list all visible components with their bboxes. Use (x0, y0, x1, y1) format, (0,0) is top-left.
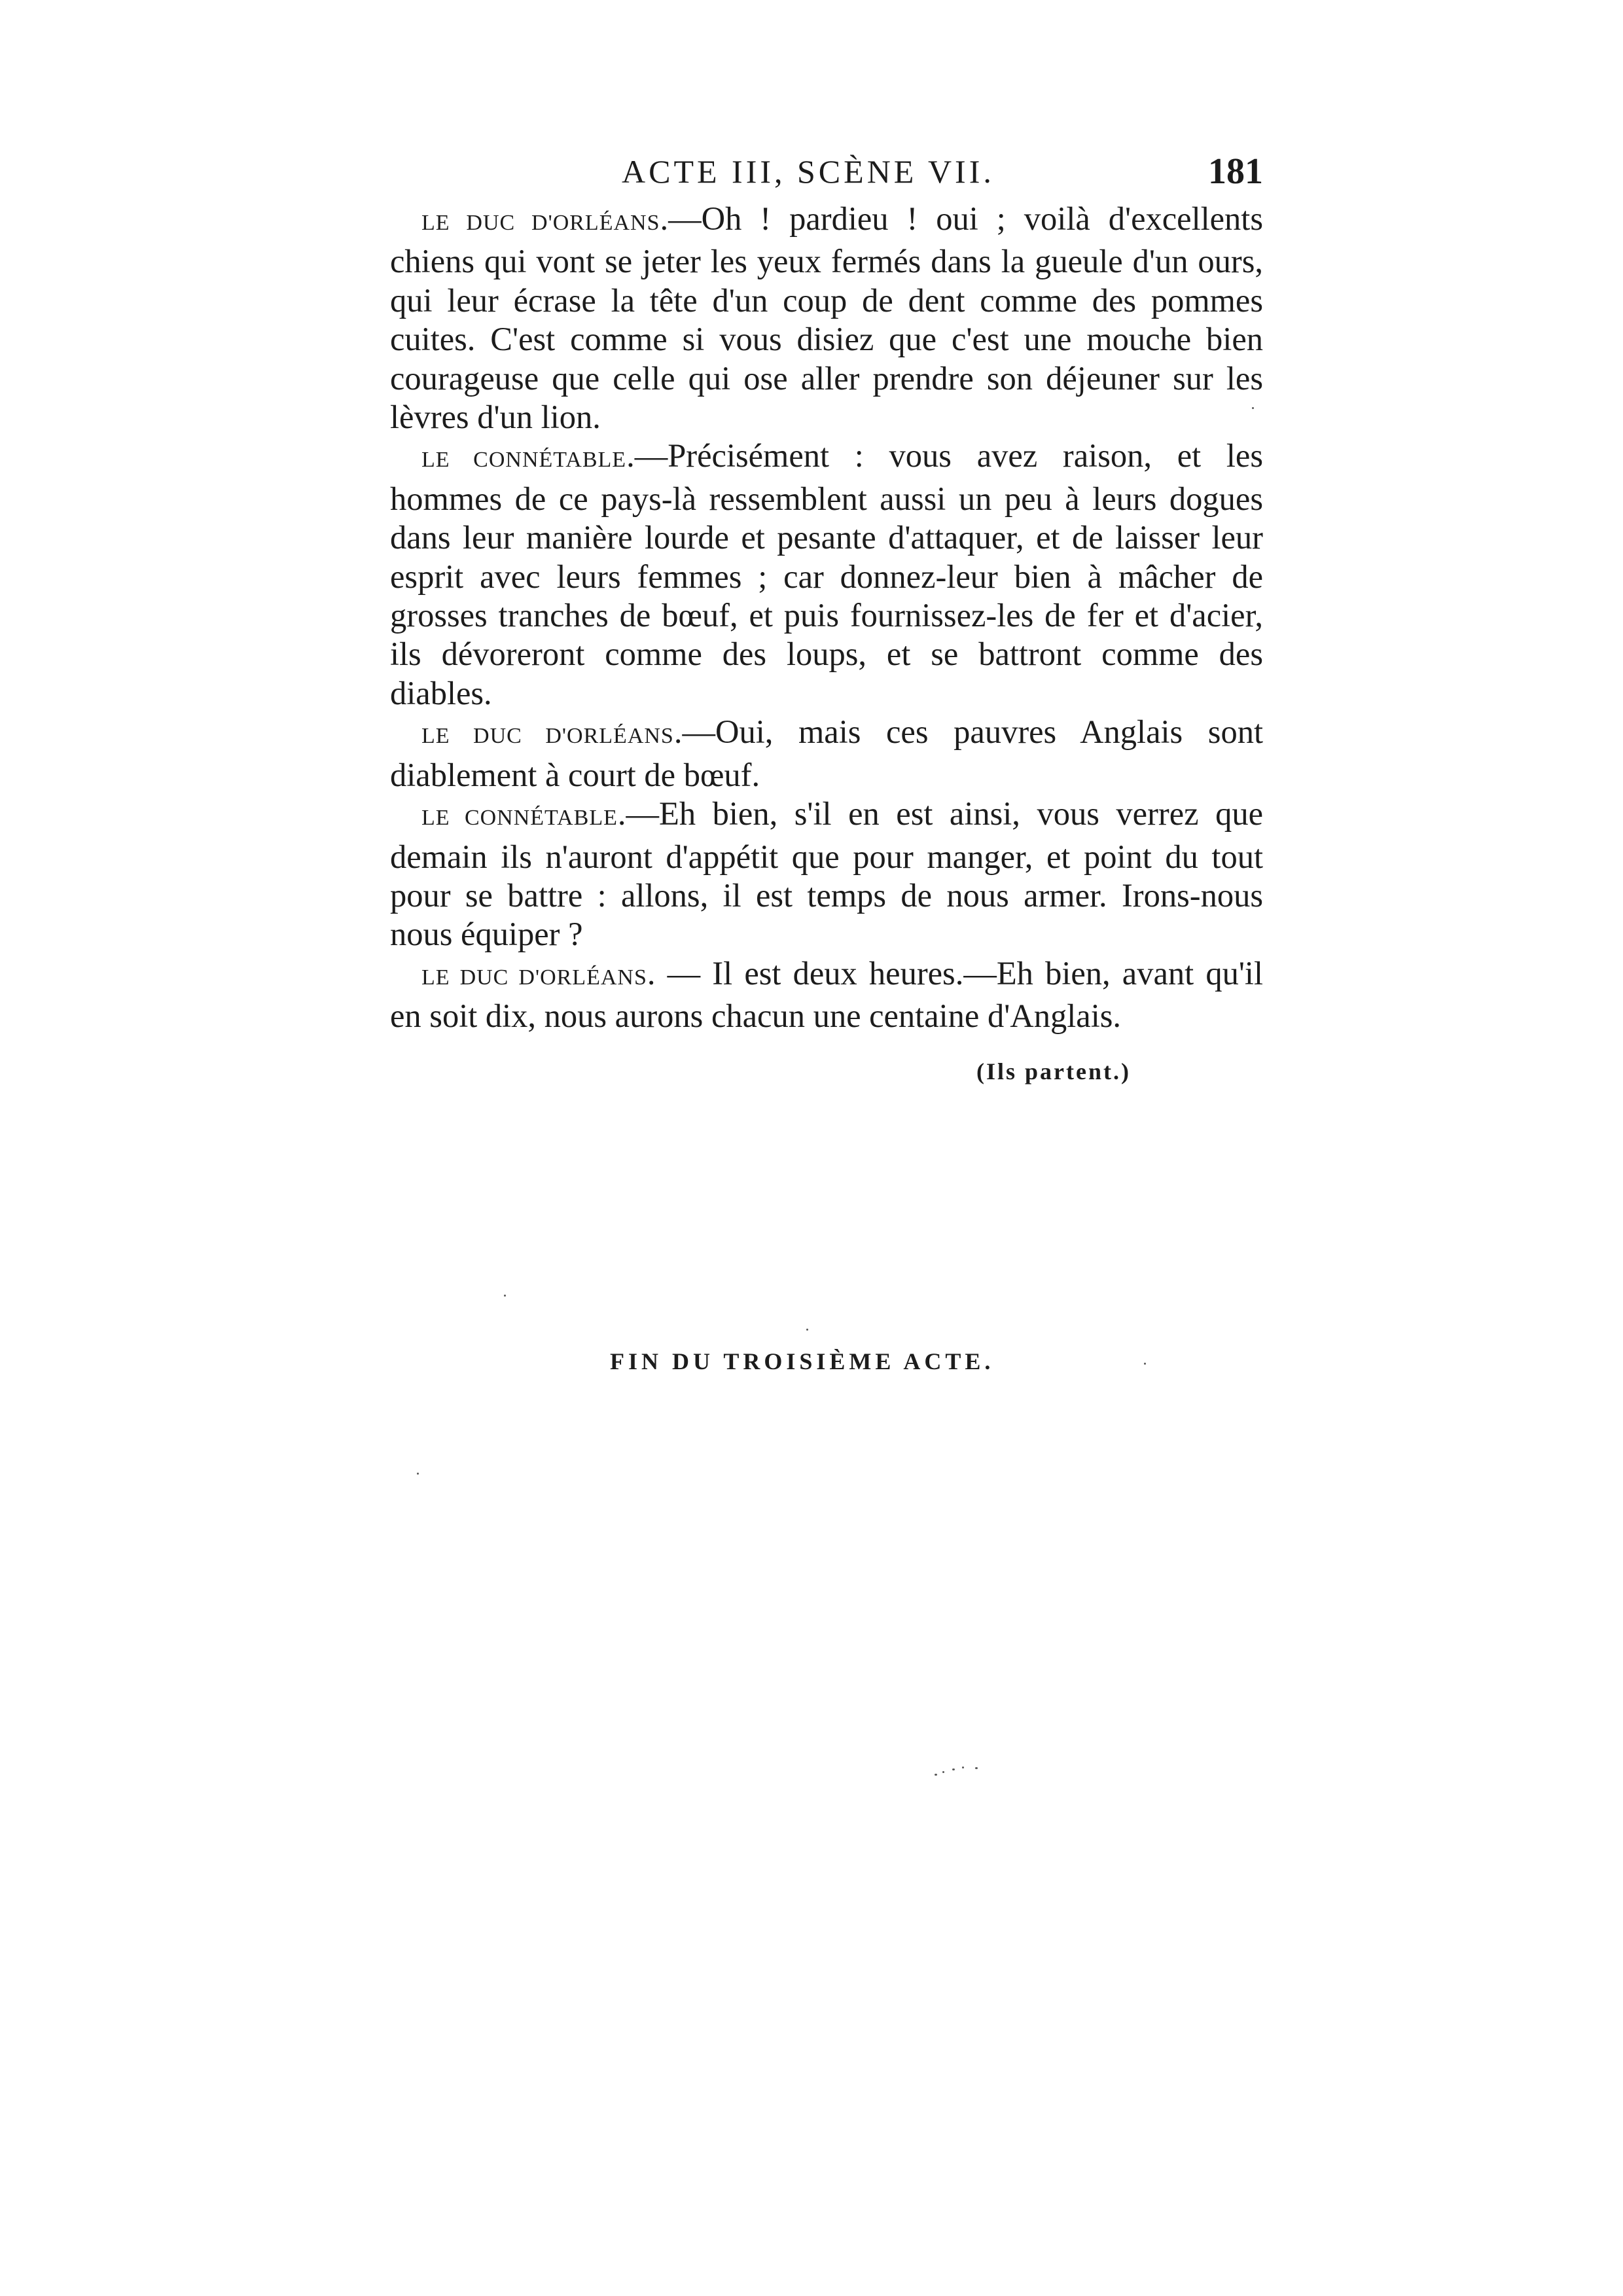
dialogue-text (390, 200, 1263, 1036)
speaker-name: LE DUC D'ORLÉANS (421, 965, 647, 990)
running-title: ACTE III, SCÈNE VII. (622, 153, 995, 190)
stage-direction: (Ils partent.) (976, 1058, 1131, 1085)
print-speck (1252, 407, 1254, 409)
print-speck (417, 1473, 419, 1475)
print-speck (935, 1774, 937, 1776)
end-of-act-heading: FIN DU TROISIÈME ACTE. (610, 1348, 995, 1374)
print-speck (1144, 1363, 1146, 1365)
print-speck (942, 1771, 944, 1773)
page-number: 181 (1208, 151, 1263, 192)
print-speck (952, 1768, 955, 1770)
print-speck (975, 1767, 978, 1769)
speech-text: .—Eh bien, s'il en est ainsi, vous verrez que demain ils n'auront d'appétit que pour manger, et point du tout pour se battre : allons, il est temps de nous armer. Irons-nous nous équiper ? (390, 795, 1263, 953)
dialogue-paragraph (390, 200, 1263, 437)
speech-text: .—Précisément : vous avez raison, et les hommes de ce pays-là ressemblent aussi un peu à leurs dogues dans leur manière lourde et pesante d'attaquer, et de laisser leur esprit avec leurs femmes ; car donnez-leur bien à mâcher de grosses tranches de bœuf, et puis fournissez-les de fer et d'acier, ils dévoreront comme des loups, et se battront comme des diables. (390, 437, 1264, 711)
print-speck (806, 1329, 808, 1331)
speech-text: . — Il est deux heures.—Eh bien, avant qu'il en soit dix, nous aurons chacun une centaine d'Anglais. (390, 954, 1263, 1035)
print-speck (962, 1767, 964, 1768)
speaker-name: LE CONNÉTABLE (421, 806, 618, 831)
running-head (393, 145, 1263, 198)
dialogue-paragraph (390, 954, 1263, 1036)
dialogue-paragraph (390, 713, 1263, 795)
speech-text: .—Oh ! pardieu ! oui ; voilà d'excellents chiens qui vont se jeter les yeux fermés dans la gueule d'un ours, qui leur écrase la tête d'un coup de dent comme des pommes cuites. C'est comme si vous disiez que c'est une mouche bien courageuse que celle qui ose aller prendre son déjeuner sur les lèvres d'un lion. (390, 200, 1263, 436)
print-speck (504, 1295, 506, 1297)
speaker-name: LE CONNÉTABLE (421, 448, 627, 473)
dialogue-paragraph (390, 795, 1263, 954)
speaker-name: LE DUC D'ORLÉANS (421, 724, 674, 749)
dialogue-paragraph (390, 437, 1263, 713)
speech-text: .—Oui, mais ces pauvres Anglais sont diablement à court de bœuf. (390, 713, 1263, 793)
speaker-name: LE DUC D'ORLÉANS (421, 211, 660, 235)
